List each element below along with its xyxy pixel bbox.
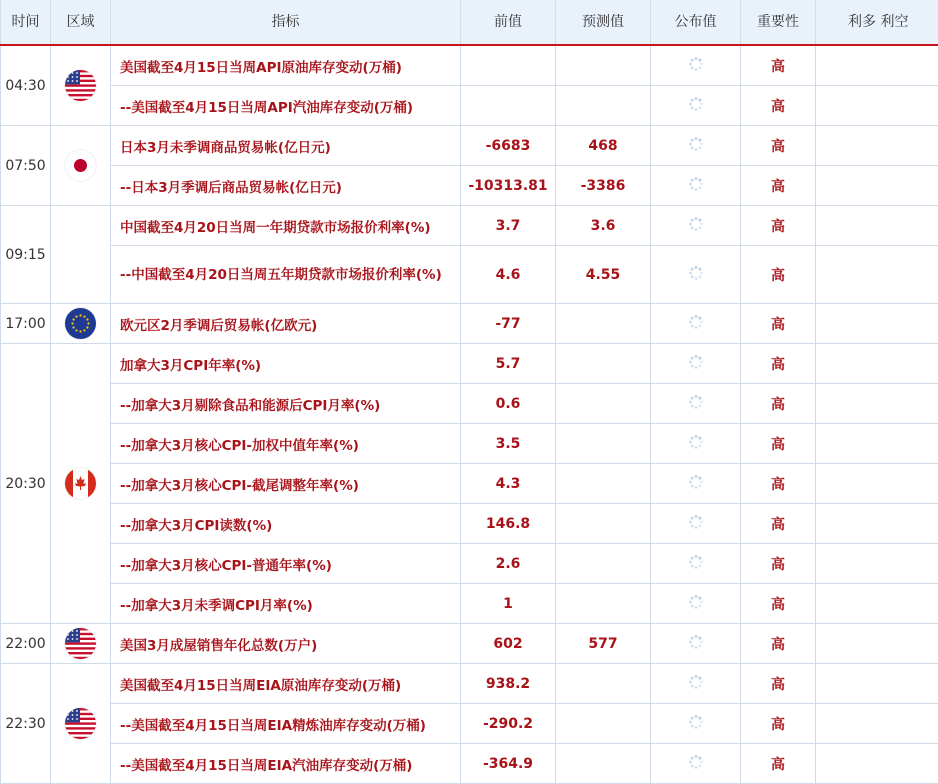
time-cell: 22:30: [1, 664, 51, 784]
previous-value: -6683: [461, 126, 556, 166]
us-flag-icon: [65, 70, 96, 101]
forecast-value: [556, 424, 651, 464]
loading-spinner-icon: [688, 754, 704, 774]
loading-spinner-icon: [688, 265, 704, 285]
indicator-link[interactable]: 美国截至4月15日当周EIA原油库存变动(万桶): [111, 664, 461, 704]
effect-cell: [816, 246, 938, 304]
loading-spinner-icon: [688, 394, 704, 414]
table-row[interactable]: [1, 624, 938, 664]
actual-value-cell: [651, 664, 741, 704]
importance-value: 高: [741, 86, 816, 126]
indicator-link[interactable]: --加拿大3月核心CPI-加权中值年率(%): [111, 424, 461, 464]
effect-cell: [816, 45, 938, 86]
forecast-value: 3.6: [556, 206, 651, 246]
importance-value: 高: [741, 206, 816, 246]
area-cell: [51, 126, 111, 206]
effect-cell: [816, 504, 938, 544]
previous-value: 0.6: [461, 384, 556, 424]
previous-value: 602: [461, 624, 556, 664]
actual-value-cell: [651, 384, 741, 424]
effect-cell: [816, 624, 938, 664]
indicator-link[interactable]: --加拿大3月CPI读数(%): [111, 504, 461, 544]
effect-cell: [816, 664, 938, 704]
effect-cell: [816, 744, 938, 784]
eu-flag-icon: [65, 308, 96, 339]
previous-value: -364.9: [461, 744, 556, 784]
indicator-link[interactable]: --美国截至4月15日当周EIA精炼油库存变动(万桶): [111, 704, 461, 744]
loading-spinner-icon: [688, 56, 704, 76]
area-cell: [51, 45, 111, 126]
effect-cell: [816, 584, 938, 624]
table-row[interactable]: [1, 664, 938, 704]
importance-value: 高: [741, 464, 816, 504]
previous-value: -77: [461, 304, 556, 344]
indicator-link[interactable]: --加拿大3月未季调CPI月率(%): [111, 584, 461, 624]
effect-cell: [816, 384, 938, 424]
table-row[interactable]: [1, 246, 938, 304]
loading-spinner-icon: [688, 474, 704, 494]
previous-value: 146.8: [461, 504, 556, 544]
loading-spinner-icon: [688, 216, 704, 236]
header-effect[interactable]: 利多 利空: [816, 0, 938, 45]
previous-value: [461, 86, 556, 126]
actual-value-cell: [651, 744, 741, 784]
importance-value: 高: [741, 424, 816, 464]
forecast-value: [556, 584, 651, 624]
indicator-link[interactable]: --加拿大3月核心CPI-普通年率(%): [111, 544, 461, 584]
forecast-value: [556, 504, 651, 544]
indicator-link[interactable]: --加拿大3月剔除食品和能源后CPI月率(%): [111, 384, 461, 424]
canada-flag-icon: [65, 468, 96, 499]
table-row[interactable]: [1, 45, 938, 86]
forecast-value: [556, 464, 651, 504]
header-time[interactable]: 时间: [1, 0, 51, 45]
loading-spinner-icon: [688, 136, 704, 156]
previous-value: -10313.81: [461, 166, 556, 206]
time-cell: 09:15: [1, 206, 51, 304]
indicator-link[interactable]: 美国3月成屋销售年化总数(万户): [111, 624, 461, 664]
area-cell: [51, 664, 111, 784]
importance-value: 高: [741, 166, 816, 206]
forecast-value: [556, 544, 651, 584]
indicator-link[interactable]: --加拿大3月核心CPI-截尾调整年率(%): [111, 464, 461, 504]
table-row[interactable]: [1, 424, 938, 464]
importance-value: 高: [741, 344, 816, 384]
table-row[interactable]: [1, 86, 938, 126]
loading-spinner-icon: [688, 594, 704, 614]
actual-value-cell: [651, 464, 741, 504]
loading-spinner-icon: [688, 714, 704, 734]
actual-value-cell: [651, 304, 741, 344]
time-cell: 22:00: [1, 624, 51, 664]
previous-value: 5.7: [461, 344, 556, 384]
actual-value-cell: [651, 424, 741, 464]
actual-value-cell: [651, 544, 741, 584]
loading-spinner-icon: [688, 434, 704, 454]
area-cell: [51, 304, 111, 344]
importance-value: 高: [741, 744, 816, 784]
importance-value: 高: [741, 544, 816, 584]
table-row[interactable]: [1, 206, 938, 246]
previous-value: 2.6: [461, 544, 556, 584]
us-flag-icon: [65, 708, 96, 739]
importance-value: 高: [741, 126, 816, 166]
previous-value: [461, 45, 556, 86]
area-cell: [51, 344, 111, 624]
table-row[interactable]: [1, 504, 938, 544]
actual-value-cell: [651, 624, 741, 664]
indicator-link[interactable]: --日本3月季调后商品贸易帐(亿日元): [111, 166, 461, 206]
previous-value: 3.7: [461, 206, 556, 246]
loading-spinner-icon: [688, 674, 704, 694]
importance-value: 高: [741, 704, 816, 744]
previous-value: 3.5: [461, 424, 556, 464]
header-importance[interactable]: 重要性: [741, 0, 816, 45]
table-row[interactable]: [1, 304, 938, 344]
actual-value-cell: [651, 584, 741, 624]
effect-cell: [816, 206, 938, 246]
actual-value-cell: [651, 126, 741, 166]
effect-cell: [816, 126, 938, 166]
forecast-value: [556, 664, 651, 704]
indicator-link[interactable]: --中国截至4月20日当周五年期贷款市场报价利率(%): [111, 246, 461, 304]
table-header-row: [1, 0, 938, 45]
effect-cell: [816, 544, 938, 584]
time-cell: 07:50: [1, 126, 51, 206]
actual-value-cell: [651, 206, 741, 246]
effect-cell: [816, 464, 938, 504]
area-cell: [51, 206, 111, 304]
previous-value: 938.2: [461, 664, 556, 704]
importance-value: 高: [741, 384, 816, 424]
table-row[interactable]: [1, 544, 938, 584]
forecast-value: 577: [556, 624, 651, 664]
table-row[interactable]: [1, 126, 938, 166]
header-area[interactable]: 区域: [51, 0, 111, 45]
time-cell: 20:30: [1, 344, 51, 624]
header-indicator[interactable]: 指标: [111, 0, 461, 45]
indicator-link[interactable]: 美国截至4月15日当周API原油库存变动(万桶): [111, 45, 461, 86]
effect-cell: [816, 704, 938, 744]
table-row[interactable]: [1, 344, 938, 384]
actual-value-cell: [651, 45, 741, 86]
importance-value: 高: [741, 584, 816, 624]
effect-cell: [816, 424, 938, 464]
importance-value: 高: [741, 304, 816, 344]
loading-spinner-icon: [688, 554, 704, 574]
table-row[interactable]: [1, 584, 938, 624]
loading-spinner-icon: [688, 354, 704, 374]
forecast-value: [556, 384, 651, 424]
actual-value-cell: [651, 504, 741, 544]
effect-cell: [816, 166, 938, 206]
previous-value: -290.2: [461, 704, 556, 744]
loading-spinner-icon: [688, 634, 704, 654]
effect-cell: [816, 86, 938, 126]
importance-value: 高: [741, 246, 816, 304]
time-cell: 17:00: [1, 304, 51, 344]
forecast-value: [556, 704, 651, 744]
indicator-link[interactable]: --美国截至4月15日当周EIA汽油库存变动(万桶): [111, 744, 461, 784]
loading-spinner-icon: [688, 514, 704, 534]
table-row[interactable]: [1, 384, 938, 424]
forecast-value: [556, 304, 651, 344]
importance-value: 高: [741, 45, 816, 86]
forecast-value: [556, 744, 651, 784]
loading-spinner-icon: [688, 314, 704, 334]
table-row[interactable]: [1, 744, 938, 784]
header-actual[interactable]: 公布值: [651, 0, 741, 45]
actual-value-cell: [651, 246, 741, 304]
japan-flag-icon: [65, 150, 96, 181]
forecast-value: [556, 86, 651, 126]
loading-spinner-icon: [688, 176, 704, 196]
previous-value: 1: [461, 584, 556, 624]
forecast-value: [556, 45, 651, 86]
actual-value-cell: [651, 344, 741, 384]
actual-value-cell: [651, 86, 741, 126]
indicator-link[interactable]: 日本3月未季调商品贸易帐(亿日元): [111, 126, 461, 166]
table-row[interactable]: [1, 464, 938, 504]
header-forecast[interactable]: 预测值: [556, 0, 651, 45]
us-flag-icon: [65, 628, 96, 659]
actual-value-cell: [651, 166, 741, 206]
time-cell: 04:30: [1, 45, 51, 126]
indicator-link[interactable]: --美国截至4月15日当周API汽油库存变动(万桶): [111, 86, 461, 126]
importance-value: 高: [741, 664, 816, 704]
area-cell: [51, 624, 111, 664]
actual-value-cell: [651, 704, 741, 744]
indicator-link[interactable]: 加拿大3月CPI年率(%): [111, 344, 461, 384]
effect-cell: [816, 304, 938, 344]
table-row[interactable]: [1, 704, 938, 744]
previous-value: 4.3: [461, 464, 556, 504]
table-row[interactable]: [1, 166, 938, 206]
forecast-value: 4.55: [556, 246, 651, 304]
indicator-link[interactable]: 欧元区2月季调后贸易帐(亿欧元): [111, 304, 461, 344]
forecast-value: -3386: [556, 166, 651, 206]
importance-value: 高: [741, 624, 816, 664]
forecast-value: [556, 344, 651, 384]
previous-value: 4.6: [461, 246, 556, 304]
forecast-value: 468: [556, 126, 651, 166]
header-previous[interactable]: 前值: [461, 0, 556, 45]
indicator-link[interactable]: 中国截至4月20日当周一年期贷款市场报价利率(%): [111, 206, 461, 246]
effect-cell: [816, 344, 938, 384]
loading-spinner-icon: [688, 96, 704, 116]
importance-value: 高: [741, 504, 816, 544]
